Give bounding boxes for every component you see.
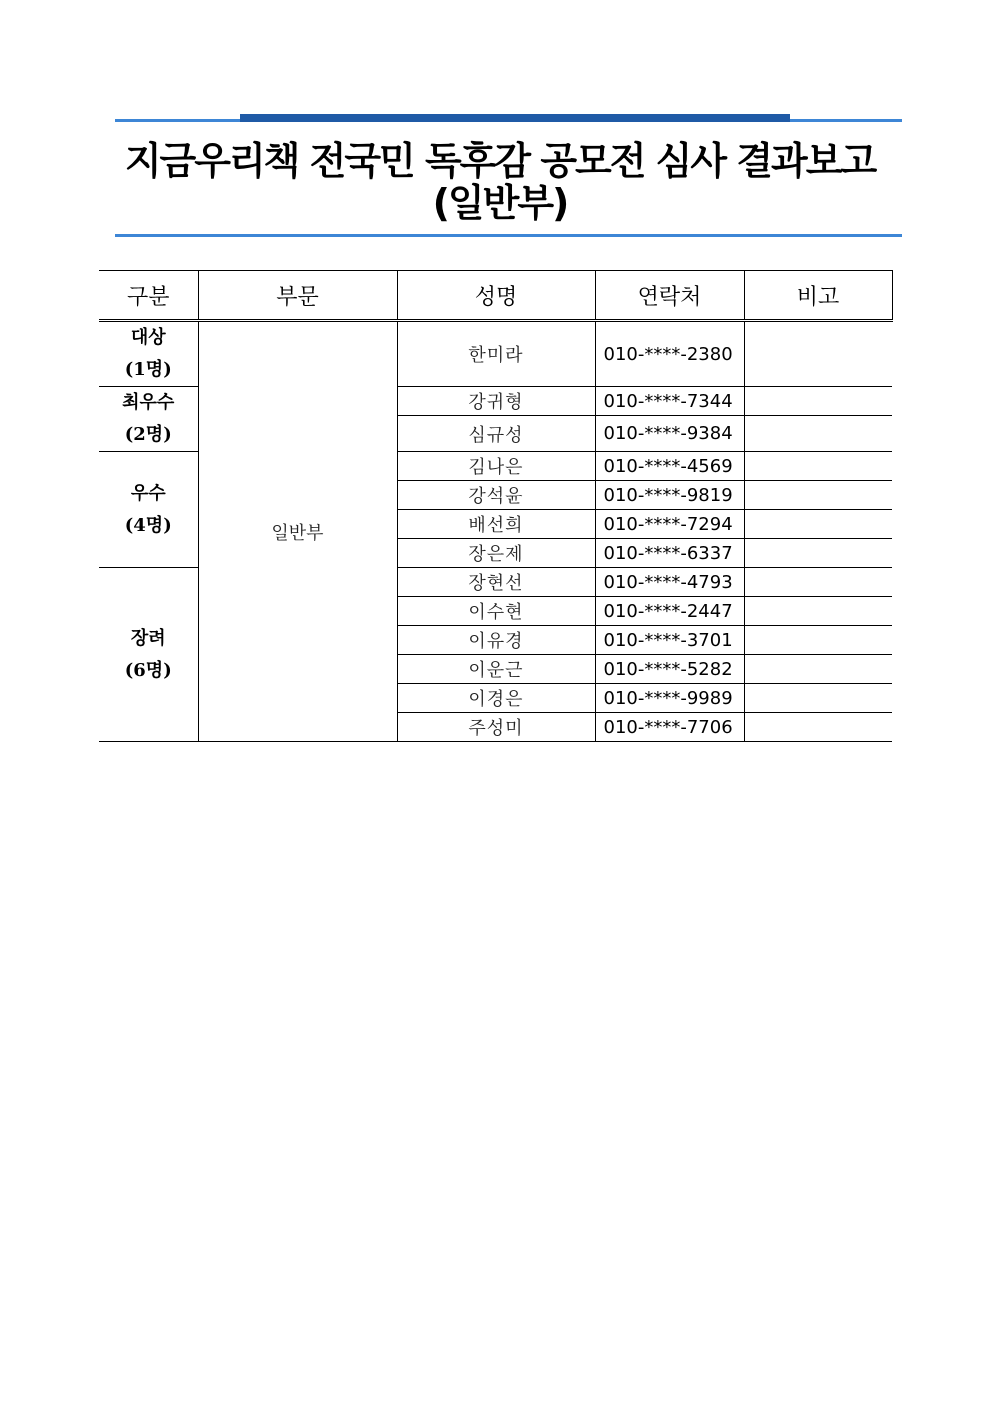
note-cell: [744, 416, 892, 452]
category-label: 장려: [130, 627, 166, 649]
name-cell: 이유경: [397, 626, 595, 655]
phone-cell: 010-****-7344: [595, 387, 744, 416]
header-note: 비고: [744, 271, 892, 321]
name-cell: 장은제: [397, 539, 595, 568]
name-cell: 장현선: [397, 568, 595, 597]
phone-cell: 010-****-7706: [595, 713, 744, 742]
name-cell: 강석윤: [397, 481, 595, 510]
title-line-1: 지금우리책 전국민 독후감 공모전 심사 결과보고: [124, 139, 876, 183]
category-encouragement: [99, 568, 198, 742]
note-cell: [744, 597, 892, 626]
name-cell: 이운근: [397, 655, 595, 684]
phone-cell: 010-****-7294: [595, 510, 744, 539]
category-count: (2명): [124, 424, 172, 445]
note-cell: [744, 452, 892, 481]
phone-cell: 010-****-9384: [595, 416, 744, 452]
name-cell: 한미라: [397, 321, 595, 387]
category-count: (4명): [124, 514, 172, 536]
category-grand-prize: [99, 321, 198, 387]
title-line-2: (일반부): [432, 181, 568, 225]
header-division: 부문: [198, 271, 397, 321]
phone-cell: 010-****-9989: [595, 684, 744, 713]
phone-cell: 010-****-9819: [595, 481, 744, 510]
note-cell: [744, 510, 892, 539]
note-cell: [744, 713, 892, 742]
header-category: 구분: [99, 271, 198, 321]
header-contact: 연락처: [595, 271, 744, 321]
category-label: 우수: [130, 482, 166, 504]
title-top-accent-rule: [240, 114, 790, 122]
name-cell: 강귀형: [397, 387, 595, 416]
name-cell: 김나은: [397, 452, 595, 481]
phone-cell: 010-****-2380: [595, 321, 744, 387]
category-count: (6명): [124, 659, 172, 681]
table-header-row: [99, 271, 892, 321]
phone-cell: 010-****-2447: [595, 597, 744, 626]
note-cell: [744, 568, 892, 597]
phone-cell: 010-****-5282: [595, 655, 744, 684]
phone-cell: 010-****-3701: [595, 626, 744, 655]
category-label: 대상: [130, 327, 166, 348]
category-label: 최우수: [122, 392, 175, 413]
phone-cell: 010-****-6337: [595, 539, 744, 568]
name-cell: 이경은: [397, 684, 595, 713]
category-merit: [99, 452, 198, 568]
phone-cell: 010-****-4569: [595, 452, 744, 481]
table-row: [99, 321, 892, 387]
category-excellence: [99, 387, 198, 452]
phone-cell: 010-****-4793: [595, 568, 744, 597]
name-cell: 심규성: [397, 416, 595, 452]
name-cell: 주성미: [397, 713, 595, 742]
note-cell: [744, 626, 892, 655]
results-table: [99, 270, 893, 742]
name-cell: 배선희: [397, 510, 595, 539]
note-cell: [744, 387, 892, 416]
division-cell: 일반부: [198, 321, 397, 742]
name-cell: 이수현: [397, 597, 595, 626]
header-name: 성명: [397, 271, 595, 321]
page-title: [100, 140, 900, 224]
note-cell: [744, 321, 892, 387]
note-cell: [744, 655, 892, 684]
note-cell: [744, 684, 892, 713]
title-bottom-rule: [115, 234, 902, 237]
note-cell: [744, 539, 892, 568]
category-count: (1명): [124, 359, 172, 380]
note-cell: [744, 481, 892, 510]
